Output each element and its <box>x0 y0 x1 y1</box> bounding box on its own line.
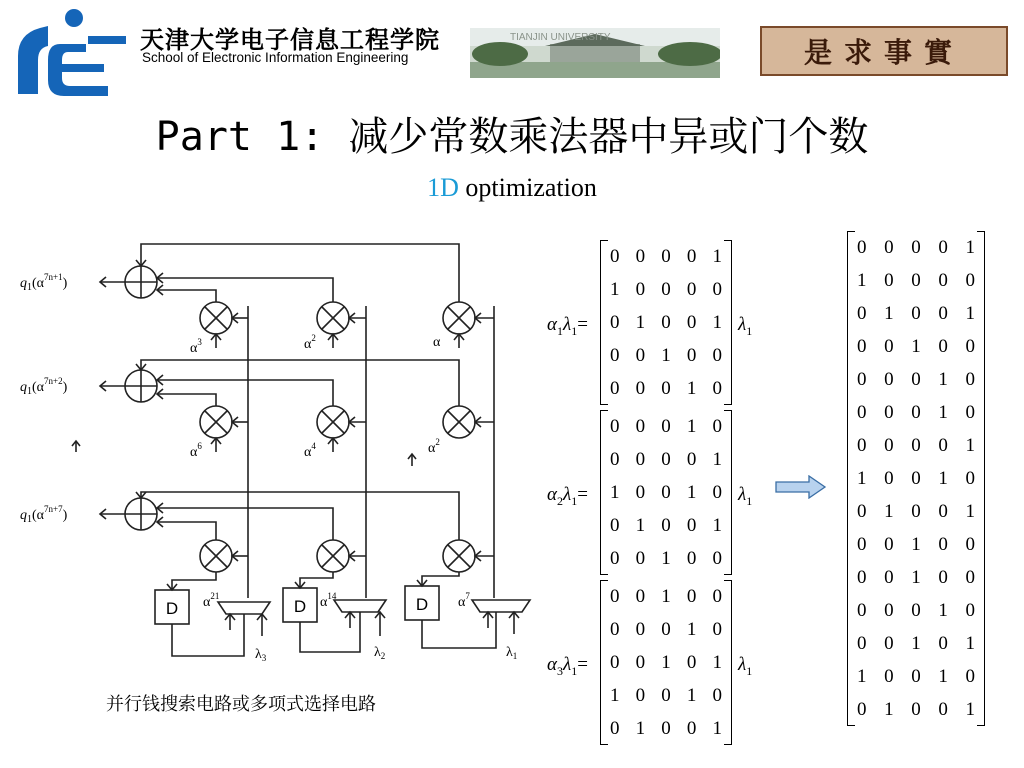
combined-matrix-cell: 1 <box>911 633 921 654</box>
combined-matrix-cell: 0 <box>857 369 867 390</box>
combined-matrix-cell: 0 <box>911 237 921 258</box>
matrix-3-cell: 1 <box>712 718 722 739</box>
delay-label-1: D <box>165 599 179 618</box>
input-lambda1: $\lambda_1$ <box>506 645 518 661</box>
matrix-2-row <box>610 476 722 509</box>
combined-matrix-cell: 0 <box>857 534 867 555</box>
matrix-1-cell: 0 <box>712 345 722 366</box>
const-r2-1: $\alpha^6$ <box>190 441 202 460</box>
output-label-3: $q_1(\alpha^{7n+7})$ <box>20 504 68 525</box>
const-r2-2: $\alpha^4$ <box>304 441 316 460</box>
matrix-2-cell: 1 <box>686 482 697 503</box>
combined-matrix-cell: 1 <box>938 402 948 423</box>
const-r2-3: $\alpha^2$ <box>428 437 440 456</box>
slide-subtitle <box>0 173 1024 203</box>
matrix-2 <box>610 410 722 575</box>
combined-matrix-cell: 1 <box>884 303 894 324</box>
output-label-1: $q_1(\alpha^{7n+1})$ <box>20 272 68 293</box>
matrix-2-cell: 0 <box>635 548 646 569</box>
matrix-2-row <box>610 410 722 443</box>
combined-matrix-cell: 1 <box>911 336 921 357</box>
matrix-3-cell: 0 <box>712 619 722 640</box>
matrix-3-cell: 1 <box>661 586 671 607</box>
matrix-3-cell: 0 <box>635 685 646 706</box>
campus-text: TIANJIN UNIVERSITY <box>510 32 611 43</box>
combined-matrix-cell: 0 <box>965 336 975 357</box>
matrix-bracket-right <box>724 240 732 405</box>
combined-matrix-cell: 0 <box>938 336 948 357</box>
combined-matrix-row <box>857 264 975 297</box>
matrix-3-cell: 0 <box>610 619 620 640</box>
matrix-1 <box>610 240 722 405</box>
combined-matrix-row <box>857 495 975 528</box>
mux-1 <box>218 602 270 614</box>
matrix-2-cell: 0 <box>661 416 671 437</box>
matrix-2-cell: 0 <box>635 449 646 470</box>
matrix-1-cell: 0 <box>661 378 671 399</box>
combined-matrix-row <box>857 330 975 363</box>
matrix-3-cell: 0 <box>686 652 697 673</box>
matrix-3-cell: 1 <box>635 718 646 739</box>
combined-matrix-cell: 0 <box>938 237 948 258</box>
combined-matrix-cell: 0 <box>884 633 894 654</box>
combined-matrix-cell: 0 <box>884 666 894 687</box>
matrix-3-row <box>610 580 722 613</box>
matrix-1-cell: 0 <box>661 246 671 267</box>
matrix-2-cell: 0 <box>635 482 646 503</box>
combined-matrix-cell: 1 <box>911 534 921 555</box>
matrix-1-cell: 0 <box>686 345 697 366</box>
matrix-1-row <box>610 273 722 306</box>
matrix-1-cell: 0 <box>610 246 620 267</box>
matrix-1-cell: 0 <box>610 345 620 366</box>
combined-matrix-cell: 0 <box>884 600 894 621</box>
const-r1-1: $\alpha^3$ <box>190 337 202 356</box>
combined-matrix-cell: 0 <box>857 600 867 621</box>
matrix-3-cell: 0 <box>686 586 697 607</box>
matrix-bracket-left <box>600 580 608 745</box>
matrix-3-cell: 1 <box>610 685 620 706</box>
matrix-1-cell: 0 <box>686 246 697 267</box>
matrix-1-cell: 0 <box>610 312 620 333</box>
combined-matrix-cell: 0 <box>965 567 975 588</box>
matrix-3-cell: 1 <box>661 652 671 673</box>
combined-matrix-cell: 0 <box>965 666 975 687</box>
combined-matrix-cell: 0 <box>884 336 894 357</box>
mux-2 <box>334 600 386 612</box>
matrix-3-cell: 0 <box>610 586 620 607</box>
combined-matrix-row <box>857 396 975 429</box>
matrix-2-cell: 1 <box>635 515 646 536</box>
matrix-2-cell: 0 <box>610 449 620 470</box>
delay-label-2: D <box>293 597 307 616</box>
matrix-2-cell: 0 <box>686 449 697 470</box>
matrix-2-cell: 1 <box>712 449 722 470</box>
combined-matrix-cell: 0 <box>884 402 894 423</box>
const-r1-3: α <box>433 335 441 350</box>
combined-matrix-cell: 0 <box>857 336 867 357</box>
matrix-bracket-left <box>600 240 608 405</box>
combined-matrix-row <box>857 660 975 693</box>
combined-matrix-cell: 0 <box>884 270 894 291</box>
matrix-1-cell: 0 <box>635 378 646 399</box>
matrix-1-cell: 0 <box>635 279 646 300</box>
matrix-1-cell: 1 <box>712 246 722 267</box>
matrix-1-cell: 0 <box>610 378 620 399</box>
matrix-1-cell: 1 <box>712 312 722 333</box>
matrix-3-row <box>610 613 722 646</box>
combined-matrix-cell: 0 <box>965 270 975 291</box>
combined-matrix-cell: 0 <box>911 270 921 291</box>
combined-matrix-row <box>857 594 975 627</box>
matrix-1-cell: 1 <box>610 279 620 300</box>
combined-matrix-cell: 1 <box>965 699 975 720</box>
combined-matrix-cell: 0 <box>965 600 975 621</box>
combined-matrix-row <box>857 528 975 561</box>
matrix-3-cell: 0 <box>610 652 620 673</box>
combined-matrix-cell: 0 <box>911 600 921 621</box>
matrix-2-cell: 0 <box>712 482 722 503</box>
matrix-bracket-left <box>600 410 608 575</box>
matrix-1-row <box>610 240 722 273</box>
delay-label-3: D <box>415 595 429 614</box>
combined-matrix-cell: 0 <box>965 402 975 423</box>
combined-matrix-cell: 0 <box>965 534 975 555</box>
combined-matrix-cell: 1 <box>965 501 975 522</box>
combined-matrix-row <box>857 693 975 726</box>
matrix-1-cell: 0 <box>635 246 646 267</box>
combined-matrix-cell: 0 <box>857 402 867 423</box>
matrix-1-cell: 1 <box>686 378 697 399</box>
combined-matrix-cell: 0 <box>911 501 921 522</box>
matrix-2-cell: 0 <box>610 416 620 437</box>
matrix-3-cell: 1 <box>686 685 697 706</box>
combined-matrix-cell: 1 <box>938 600 948 621</box>
combined-matrix-cell: 1 <box>857 666 867 687</box>
output-label-2: $q_1(\alpha^{7n+2})$ <box>20 376 68 397</box>
matrix-2-cell: 0 <box>712 416 722 437</box>
matrix-1-row <box>610 372 722 405</box>
matrix-2-cell: 0 <box>661 515 671 536</box>
combined-matrix-cell: 0 <box>857 237 867 258</box>
combined-matrix-cell: 0 <box>911 699 921 720</box>
combined-matrix-cell: 0 <box>911 666 921 687</box>
matrix-1-row <box>610 306 722 339</box>
matrix-1-cell: 1 <box>661 345 671 366</box>
matrix-3-row <box>610 712 722 745</box>
combined-matrix-cell: 1 <box>938 666 948 687</box>
combined-matrix-cell: 0 <box>857 435 867 456</box>
combined-matrix-cell: 0 <box>857 303 867 324</box>
combined-matrix-cell: 1 <box>938 468 948 489</box>
matrix-2-cell: 0 <box>635 416 646 437</box>
matrix-3-cell: 0 <box>661 619 671 640</box>
matrix-2-rhs: $\lambda_1$ <box>738 484 753 508</box>
matrix-1-cell: 0 <box>712 279 722 300</box>
subtitle-rest: optimization <box>458 173 597 202</box>
combined-matrix-cell: 1 <box>911 567 921 588</box>
matrix-1-cell: 0 <box>712 378 722 399</box>
matrix-1-cell: 0 <box>661 312 671 333</box>
right-arrow-icon <box>775 475 827 499</box>
matrix-3-cell: 0 <box>635 652 646 673</box>
combined-matrix-cell: 1 <box>857 270 867 291</box>
matrix-1-rhs: $\lambda_1$ <box>738 314 753 338</box>
matrix-1-cell: 1 <box>635 312 646 333</box>
matrix-2-cell: 0 <box>661 482 671 503</box>
combined-matrix-cell: 0 <box>965 468 975 489</box>
combined-matrix-cell: 0 <box>857 699 867 720</box>
university-name-cn: 天津大学电子信息工程学院 <box>140 26 440 54</box>
circuit-caption: 并行钱搜索电路或多项式选择电路 <box>106 694 376 715</box>
input-lambda3: $\lambda_3$ <box>255 647 267 663</box>
matrix-2-cell: 0 <box>686 548 697 569</box>
combined-matrix-cell: 0 <box>938 435 948 456</box>
combined-matrix-cell: 0 <box>857 633 867 654</box>
combined-matrix-row <box>857 627 975 660</box>
combined-matrix-cell: 0 <box>938 501 948 522</box>
combined-matrix-cell: 1 <box>965 303 975 324</box>
matrix-3-cell: 0 <box>610 718 620 739</box>
combined-matrix-cell: 1 <box>884 699 894 720</box>
motto-plaque: 是求事實 <box>760 26 1008 76</box>
matrix-2-cell: 1 <box>686 416 697 437</box>
combined-matrix-row <box>857 561 975 594</box>
matrix-3-rhs: $\lambda_1$ <box>738 654 753 678</box>
matrix-1-row <box>610 339 722 372</box>
combined-matrix-cell: 0 <box>938 534 948 555</box>
combined-matrix-cell: 1 <box>965 237 975 258</box>
const-r3-3: $\alpha^7$ <box>458 591 470 610</box>
matrix-2-cell: 1 <box>610 482 620 503</box>
combined-matrix-cell: 1 <box>857 468 867 489</box>
combined-matrix-row <box>857 429 975 462</box>
matrix-bracket-right <box>977 231 985 726</box>
matrix-1-cell: 0 <box>635 345 646 366</box>
combined-matrix-cell: 1 <box>965 633 975 654</box>
combined-matrix-cell: 0 <box>938 303 948 324</box>
matrix-3-cell: 0 <box>661 685 671 706</box>
combined-matrix-row <box>857 363 975 396</box>
combined-matrix <box>857 231 975 726</box>
matrix-3-cell: 0 <box>635 619 646 640</box>
combined-matrix-cell: 0 <box>884 534 894 555</box>
matrix-3-cell: 0 <box>712 586 722 607</box>
combined-matrix-cell: 0 <box>938 633 948 654</box>
combined-matrix-row <box>857 297 975 330</box>
matrix-1-cell: 0 <box>686 279 697 300</box>
matrix-bracket-left <box>847 231 855 726</box>
combined-matrix-cell: 0 <box>938 699 948 720</box>
combined-matrix-cell: 0 <box>938 567 948 588</box>
const-r3-2: $\alpha^{14}$ <box>320 591 337 610</box>
matrix-3 <box>610 580 722 745</box>
matrix-3-row <box>610 679 722 712</box>
combined-matrix-cell: 0 <box>857 501 867 522</box>
combined-matrix-cell: 1 <box>938 369 948 390</box>
matrix-2-cell: 1 <box>712 515 722 536</box>
combined-matrix-cell: 0 <box>911 369 921 390</box>
campus-photo <box>470 28 720 78</box>
matrix-3-cell: 1 <box>712 652 722 673</box>
matrix-2-label: $\alpha_2\lambda_1=$ <box>547 484 588 508</box>
matrix-2-cell: 0 <box>610 515 620 536</box>
logo-ie <box>8 4 128 100</box>
combined-matrix-cell: 1 <box>884 501 894 522</box>
combined-matrix-cell: 0 <box>884 435 894 456</box>
matrix-2-cell: 0 <box>712 548 722 569</box>
combined-matrix-cell: 0 <box>911 303 921 324</box>
combined-matrix-cell: 0 <box>911 402 921 423</box>
matrix-2-row <box>610 509 722 542</box>
const-r1-2: $\alpha^2$ <box>304 333 316 352</box>
matrix-1-cell: 0 <box>661 279 671 300</box>
matrix-3-cell: 0 <box>635 586 646 607</box>
matrix-1-cell: 0 <box>686 312 697 333</box>
const-r3-1: $\alpha^{21}$ <box>203 591 220 610</box>
matrix-2-row <box>610 542 722 575</box>
combined-matrix-cell: 0 <box>884 567 894 588</box>
university-name-en: School of Electronic Information Engineering <box>142 50 409 65</box>
matrix-bracket-right <box>724 580 732 745</box>
combined-matrix-cell: 0 <box>884 369 894 390</box>
chien-search-circuit <box>0 230 545 680</box>
combined-matrix-cell: 0 <box>965 369 975 390</box>
subtitle-1d: 1D <box>427 173 459 202</box>
matrix-3-label: $\alpha_3\lambda_1=$ <box>547 654 588 678</box>
combined-matrix-cell: 0 <box>938 270 948 291</box>
input-lambda2: $\lambda_2$ <box>374 645 386 661</box>
slide-title: Part 1: 减少常数乘法器中异或门个数 <box>155 114 869 160</box>
combined-matrix-cell: 0 <box>884 237 894 258</box>
matrix-2-row <box>610 443 722 476</box>
combined-matrix-row <box>857 231 975 264</box>
matrix-1-label: $\alpha_1\lambda_1=$ <box>547 314 588 338</box>
matrix-2-cell: 0 <box>661 449 671 470</box>
matrix-bracket-right <box>724 410 732 575</box>
matrix-2-cell: 0 <box>610 548 620 569</box>
matrix-3-row <box>610 646 722 679</box>
combined-matrix-cell: 0 <box>857 567 867 588</box>
matrix-2-cell: 0 <box>686 515 697 536</box>
matrix-3-cell: 1 <box>686 619 697 640</box>
combined-matrix-cell: 0 <box>884 468 894 489</box>
matrix-3-cell: 0 <box>686 718 697 739</box>
combined-matrix-cell: 0 <box>911 468 921 489</box>
matrix-3-cell: 0 <box>712 685 722 706</box>
combined-matrix-cell: 0 <box>911 435 921 456</box>
matrix-3-cell: 0 <box>661 718 671 739</box>
matrix-2-cell: 1 <box>661 548 671 569</box>
combined-matrix-cell: 1 <box>965 435 975 456</box>
mux-3 <box>472 600 530 612</box>
combined-matrix-row <box>857 462 975 495</box>
